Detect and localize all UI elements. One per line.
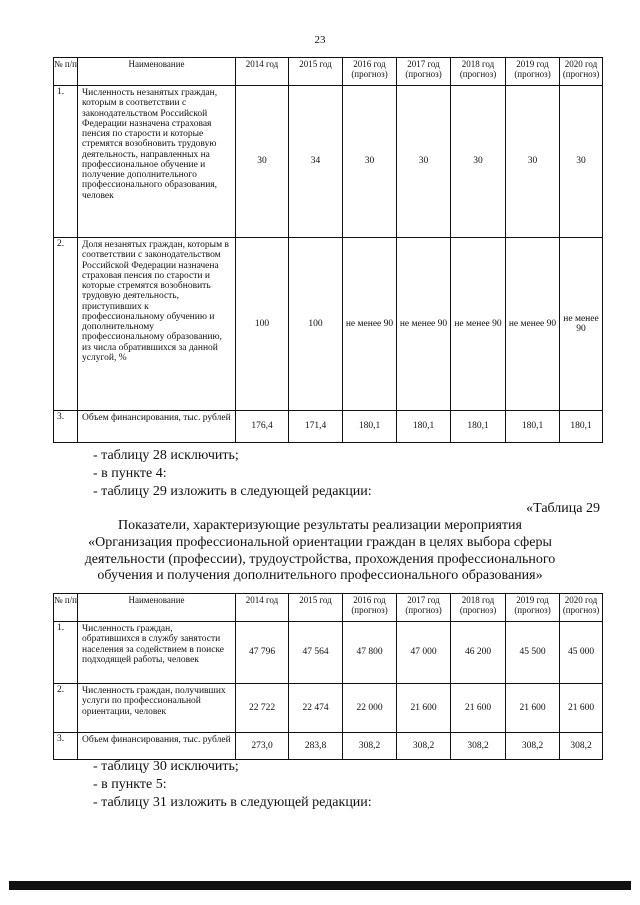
row-value: 308,2 bbox=[451, 733, 506, 760]
column-header-year: 2014 год bbox=[236, 594, 289, 622]
row-value: 283,8 bbox=[289, 733, 343, 760]
row-value: 30 bbox=[451, 86, 506, 238]
table-header-row bbox=[54, 58, 603, 86]
column-header-year: 2014 год bbox=[236, 58, 289, 86]
column-header-name: Наименование bbox=[78, 594, 236, 622]
table-title: Показатели, характеризующие результаты реализации мероприятия «Организация профессиональной ориентации граждан в целях выбора сферы деятельности (профессии), трудоустройства, прохождения профессионального обучения и получения дополнительного профессионального образования» bbox=[84, 518, 556, 584]
row-value: 45 500 bbox=[506, 622, 560, 684]
row-value: 171,4 bbox=[289, 411, 343, 443]
row-value: 46 200 bbox=[451, 622, 506, 684]
row-index: 3. bbox=[54, 733, 78, 760]
row-value: 180,1 bbox=[343, 411, 397, 443]
instruction-line: - таблицу 30 исключить; bbox=[93, 759, 239, 774]
row-value: 273,0 bbox=[236, 733, 289, 760]
column-header-year: 2020 год (прогноз) bbox=[560, 58, 603, 86]
table-row bbox=[54, 684, 603, 733]
table-row bbox=[54, 238, 603, 411]
row-name: Объем финансирования, тыс. рублей bbox=[78, 733, 236, 760]
column-header-year: 2017 год (прогноз) bbox=[397, 594, 451, 622]
column-header-year: 2020 год (прогноз) bbox=[560, 594, 603, 622]
row-value: 47 564 bbox=[289, 622, 343, 684]
table-row bbox=[54, 622, 603, 684]
row-value: 308,2 bbox=[560, 733, 603, 760]
table-label: «Таблица 29 bbox=[526, 501, 600, 516]
row-value: 308,2 bbox=[506, 733, 560, 760]
column-header-year: 2017 год (прогноз) bbox=[397, 58, 451, 86]
column-header-year: 2018 год (прогноз) bbox=[451, 58, 506, 86]
row-value: 21 600 bbox=[397, 684, 451, 733]
row-name: Доля незанятых граждан, которым в соответствии с законодательством Российской Федерации назначена страховая пенсия по старости и которые стремятся возобновить трудовую деятельность, приступивших к профессиональному обучению и дополнительному профессиональному образованию, из числа обратившихся за данной услугой, % bbox=[78, 238, 236, 411]
row-value: 30 bbox=[506, 86, 560, 238]
row-value: 47 796 bbox=[236, 622, 289, 684]
instruction-line: - в пункте 4: bbox=[93, 466, 167, 481]
table-row bbox=[54, 411, 603, 443]
row-value: 180,1 bbox=[560, 411, 603, 443]
row-index: 2. bbox=[54, 684, 78, 733]
instruction-line: - таблицу 31 изложить в следующей редакции: bbox=[93, 795, 372, 810]
instruction-line: - таблицу 28 исключить; bbox=[93, 448, 239, 463]
instruction-line: - таблицу 29 изложить в следующей редакции: bbox=[93, 484, 372, 499]
row-value: 100 bbox=[289, 238, 343, 411]
column-header-idx: № п/п bbox=[54, 594, 78, 622]
row-value: не менее 90 bbox=[451, 238, 506, 411]
column-header-year: 2015 год bbox=[289, 594, 343, 622]
row-value: 21 600 bbox=[506, 684, 560, 733]
row-value: 22 474 bbox=[289, 684, 343, 733]
row-value: не менее 90 bbox=[343, 238, 397, 411]
row-index: 2. bbox=[54, 238, 78, 411]
instruction-line: - в пункте 5: bbox=[93, 777, 167, 792]
row-index: 3. bbox=[54, 411, 78, 443]
column-header-year: 2019 год (прогноз) bbox=[506, 58, 560, 86]
row-value: 45 000 bbox=[560, 622, 603, 684]
indicators-table-2 bbox=[53, 593, 603, 760]
column-header-year: 2018 год (прогноз) bbox=[451, 594, 506, 622]
row-value: 47 000 bbox=[397, 622, 451, 684]
column-header-year: 2016 год (прогноз) bbox=[343, 594, 397, 622]
row-value: 30 bbox=[560, 86, 603, 238]
row-index: 1. bbox=[54, 622, 78, 684]
row-value: 100 bbox=[236, 238, 289, 411]
table-row bbox=[54, 733, 603, 760]
column-header-year: 2015 год bbox=[289, 58, 343, 86]
column-header-name: Наименование bbox=[78, 58, 236, 86]
indicators-table-1 bbox=[53, 57, 603, 443]
row-value: 22 000 bbox=[343, 684, 397, 733]
row-value: 30 bbox=[236, 86, 289, 238]
row-index: 1. bbox=[54, 86, 78, 238]
column-header-idx: № п/п bbox=[54, 58, 78, 86]
row-value: 180,1 bbox=[506, 411, 560, 443]
column-header-year: 2019 год (прогноз) bbox=[506, 594, 560, 622]
column-header-year: 2016 год (прогноз) bbox=[343, 58, 397, 86]
row-value: 21 600 bbox=[451, 684, 506, 733]
row-value: 308,2 bbox=[397, 733, 451, 760]
row-value: не менее 90 bbox=[506, 238, 560, 411]
page-number: 23 bbox=[314, 34, 326, 46]
table-header-row bbox=[54, 594, 603, 622]
row-value: 176,4 bbox=[236, 411, 289, 443]
row-name: Численность граждан, получивших услуги по профессиональной ориентации, человек bbox=[78, 684, 236, 733]
row-name: Объем финансирования, тыс. рублей bbox=[78, 411, 236, 443]
row-name: Численность незанятых граждан, которым в соответствии с законодательством Российской Федерации назначена страховая пенсия по старости и которые стремятся возобновить трудовую деятельность, направленных на профессиональное обучение и получение дополнительного профессионального образования, человек bbox=[78, 86, 236, 238]
row-value: 21 600 bbox=[560, 684, 603, 733]
row-value: 30 bbox=[397, 86, 451, 238]
table-row bbox=[54, 86, 603, 238]
row-value: 30 bbox=[343, 86, 397, 238]
row-value: 180,1 bbox=[451, 411, 506, 443]
row-value: 47 800 bbox=[343, 622, 397, 684]
row-name: Численность граждан, обратившихся в службу занятости населения за содействием в поиске подходящей работы, человек bbox=[78, 622, 236, 684]
row-value: не менее 90 bbox=[560, 238, 603, 411]
row-value: не менее 90 bbox=[397, 238, 451, 411]
row-value: 180,1 bbox=[397, 411, 451, 443]
row-value: 308,2 bbox=[343, 733, 397, 760]
bottom-border-bar bbox=[9, 881, 631, 890]
row-value: 22 722 bbox=[236, 684, 289, 733]
row-value: 34 bbox=[289, 86, 343, 238]
